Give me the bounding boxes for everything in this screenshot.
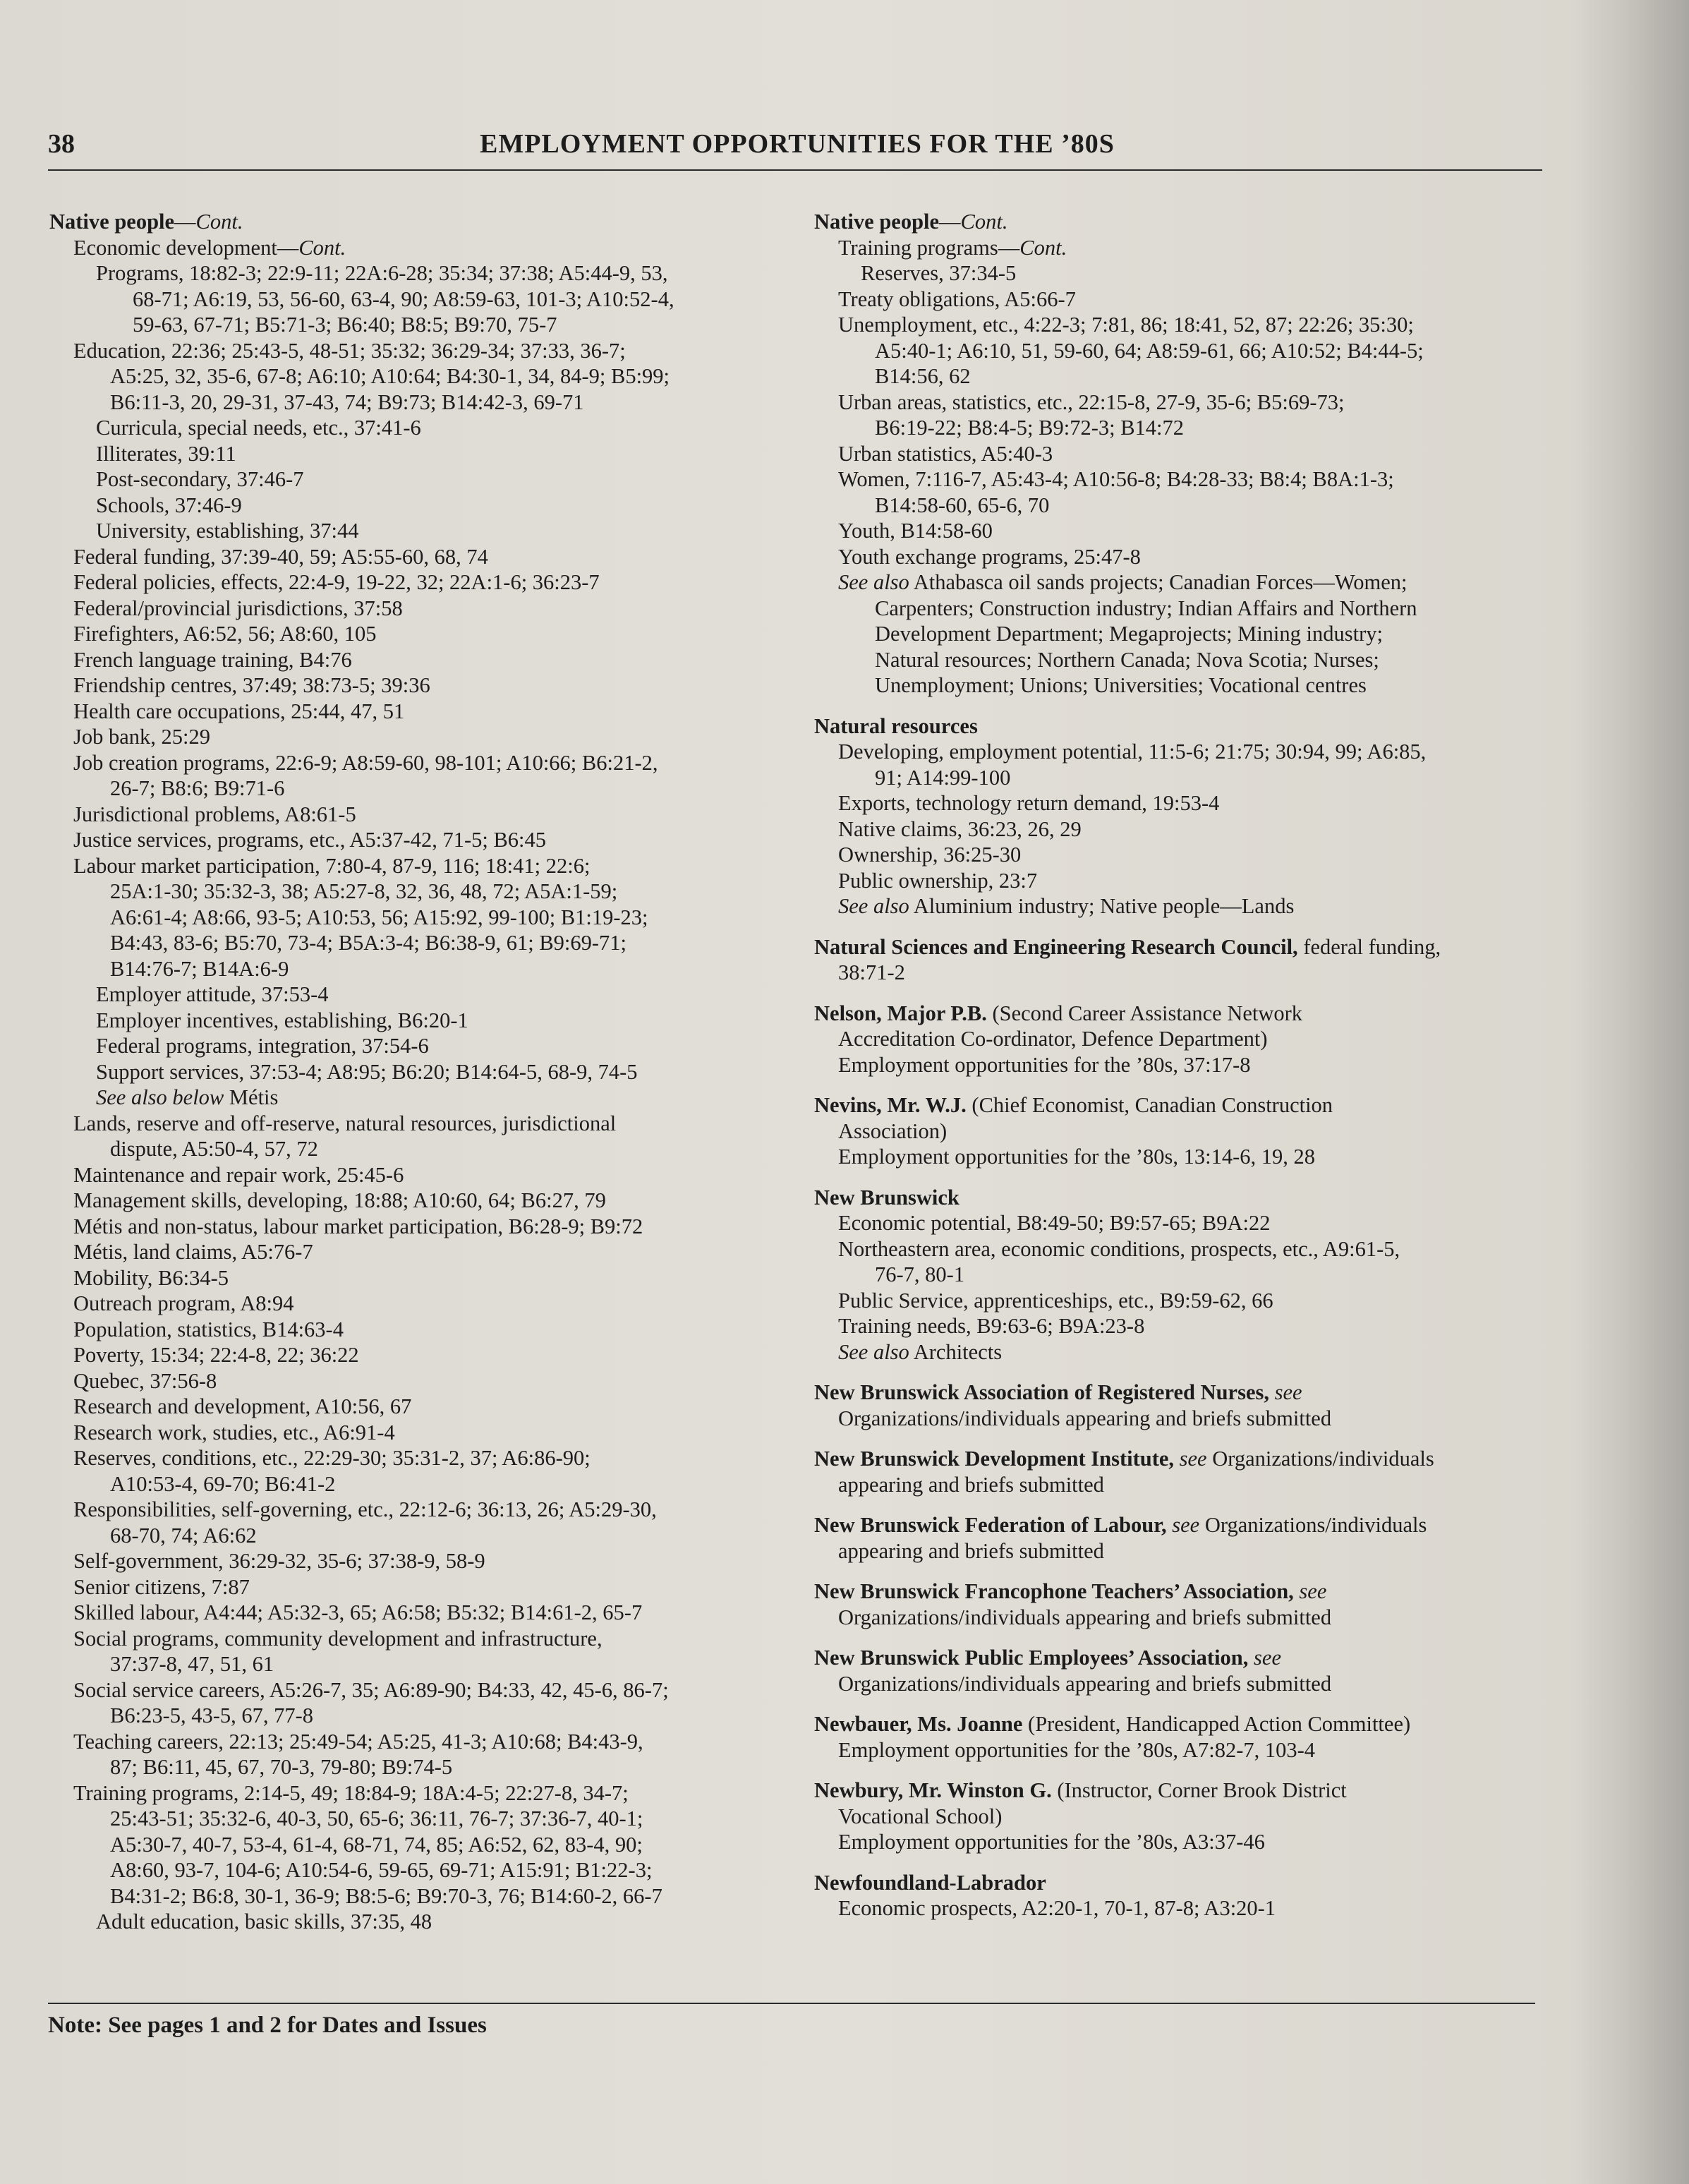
index-text: B6:23-5, 43-5, 67, 77-8 [110, 1703, 314, 1727]
index-text: Research work, studies, etc., A6:91-4 [73, 1420, 395, 1444]
index-line [49, 1291, 797, 1317]
index-cue: see [1254, 1646, 1281, 1670]
index-line [49, 235, 797, 261]
index-text: Social programs, community development and infrastructure, [73, 1626, 603, 1651]
index-heading [814, 1092, 1548, 1118]
index-text: Treaty obligations, A5:66-7 [838, 286, 1076, 311]
index-term: Natural Sciences and Engineering Research Council, [814, 934, 1298, 959]
index-text: Carpenters; Construction industry; Indian Affairs and Northern [875, 596, 1417, 620]
index-entry [814, 1380, 1548, 1431]
index-line [49, 1754, 797, 1780]
index-text: Adult education, basic skills, 37:35, 48 [96, 1910, 432, 1933]
index-entry [814, 1001, 1548, 1078]
index-text: Training programs, 2:14-5, 49; 18:84-9; 18A:4-5; 22:27-8, 34-7; [73, 1780, 629, 1805]
index-heading [814, 1778, 1548, 1804]
index-line [49, 441, 797, 467]
index-text: Métis and non-status, labour market participation, B6:28-9; B9:72 [73, 1214, 643, 1238]
index-text: (Instructor, Corner Brook District [1051, 1778, 1347, 1802]
index-line [814, 1406, 1548, 1432]
index-line [49, 1033, 797, 1059]
index-line [49, 1626, 797, 1652]
index-text: Employment opportunities for the ’80s, 13:14-6, 19, 28 [838, 1145, 1316, 1169]
index-line [49, 1008, 797, 1034]
index-text: Research and development, A10:56, 67 [73, 1394, 412, 1418]
index-text: 59-63, 67-71; B5:71-3; B6:40; B8:5; B9:70, 75-7 [133, 313, 557, 337]
index-line [814, 596, 1548, 622]
index-heading [814, 1446, 1548, 1472]
index-text: appearing and briefs submitted [838, 1472, 1104, 1497]
index-line [49, 1420, 797, 1446]
index-text: A5:25, 32, 35-6, 67-8; A6:10; A10:64; B4:30-1, 34, 84-9; B5:99; [110, 364, 670, 388]
index-term: New Brunswick Federation of Labour, [814, 1513, 1167, 1537]
index-text: Association) [838, 1118, 948, 1143]
index-text: (Second Career Assistance Network [986, 1001, 1303, 1025]
index-line [49, 905, 797, 931]
index-line [49, 750, 797, 776]
index-line [49, 879, 797, 905]
index-text: Poverty, 15:34; 22:4-8, 22; 36:22 [73, 1343, 359, 1367]
index-line [814, 1026, 1548, 1052]
index-line [49, 1548, 797, 1574]
index-text: French language training, B4:76 [73, 647, 352, 672]
index-text: 38:71-2 [838, 960, 905, 984]
index-text [1248, 1646, 1254, 1670]
index-entry [814, 1512, 1548, 1564]
index-line [49, 1600, 797, 1626]
index-term: New Brunswick Development Institute, [814, 1447, 1175, 1471]
index-text: federal funding, [1297, 934, 1441, 959]
index-line [49, 1703, 797, 1729]
index-line [49, 621, 797, 647]
index-line [49, 260, 797, 286]
index-text: Exports, technology return demand, 19:53-4 [838, 791, 1220, 815]
index-text: Quebec, 37:56-8 [73, 1368, 217, 1393]
index-line [49, 1832, 797, 1858]
index-text: Northeastern area, economic conditions, prospects, etc., A9:61-5, [838, 1236, 1400, 1261]
index-text: B4:43, 83-6; B5:70, 73-4; B5A:3-4; B6:38-9, 61; B9:69-71; [110, 931, 627, 955]
index-line [814, 544, 1548, 570]
index-line [814, 1605, 1548, 1631]
index-text: Teaching careers, 22:13; 25:49-54; A5:25, 41-3; A10:68; B4:43-9, [73, 1729, 643, 1754]
index-text: Programs, 18:82-3; 22:9-11; 22A:6-28; 35:34; 37:38; A5:44-9, 53, [96, 261, 668, 285]
index-line [49, 1574, 797, 1600]
index-line [814, 790, 1548, 816]
index-text: Reserves, 37:34-5 [861, 261, 1017, 285]
index-text: Employment opportunities for the ’80s, 37:17-8 [838, 1052, 1251, 1077]
index-text: Developing, employment potential, 11:5-6; 21:75; 30:94, 99; A6:85, [838, 740, 1427, 764]
index-line [49, 363, 797, 390]
index-line [814, 1737, 1548, 1763]
index-line [49, 338, 797, 364]
index-line [49, 1368, 797, 1394]
index-line [49, 286, 797, 313]
index-line [814, 441, 1548, 467]
index-text: Schools, 37:46-9 [96, 493, 242, 517]
index-text: Urban statistics, A5:40-3 [838, 441, 1053, 466]
index-text: Architects [909, 1339, 1003, 1364]
index-text: Unemployment, etc., 4:22-3; 7:81, 86; 18:41, 52, 87; 22:26; 35:30; [838, 313, 1414, 337]
index-heading [814, 1001, 1548, 1027]
index-entry [814, 1778, 1548, 1855]
index-term: Nelson, Major P.B. [814, 1001, 987, 1025]
index-column-right [814, 209, 1548, 1921]
index-line [814, 1804, 1548, 1830]
index-heading [814, 209, 1548, 235]
index-line [814, 765, 1548, 791]
index-line [49, 1857, 797, 1883]
index-line [814, 1339, 1548, 1365]
index-line [49, 1317, 797, 1343]
index-cue: see [1172, 1513, 1200, 1537]
index-term: Newbury, Mr. Winston G. [814, 1778, 1052, 1802]
index-cue: See also [838, 570, 909, 594]
index-line [49, 1239, 797, 1265]
index-line [49, 415, 797, 441]
index-line [814, 569, 1548, 596]
index-line [49, 1729, 797, 1755]
index-line [814, 1313, 1548, 1339]
index-line [814, 1144, 1548, 1170]
index-heading [49, 209, 797, 235]
index-text: Aluminium industry; Native people—Lands [909, 894, 1295, 918]
footnote: Note: See pages 1 and 2 for Dates and Issues [48, 2013, 487, 2038]
index-text: Women, 7:116-7, A5:43-4; A10:56-8; B4:28-33; B8:4; B8A:1-3; [838, 467, 1394, 491]
index-text: Unemployment; Unions; Universities; Vocational centres [875, 673, 1367, 697]
index-text: Post-secondary, 37:46-7 [96, 467, 304, 491]
index-text: Education, 22:36; 25:43-5, 48-51; 35:32; 36:29-34; 37:33, 36-7; [73, 338, 626, 363]
index-line [49, 1214, 797, 1240]
index-line [49, 956, 797, 982]
index-term: Natural resources [814, 713, 978, 738]
index-cue: see [1274, 1380, 1302, 1404]
index-text: appearing and briefs submitted [838, 1538, 1104, 1563]
page-number: 38 [48, 129, 75, 159]
index-text: Training programs— [838, 235, 1020, 260]
index-text: Job creation programs, 22:6-9; A8:59-60, 98-101; A10:66; B6:21-2, [73, 750, 658, 775]
index-line [814, 260, 1548, 286]
index-entry [814, 1645, 1548, 1696]
index-term: Newbauer, Ms. Joanne [814, 1712, 1023, 1736]
index-heading [814, 713, 1548, 740]
index-text: Native claims, 36:23, 26, 29 [838, 816, 1082, 841]
index-heading [814, 1711, 1548, 1737]
index-line [814, 816, 1548, 843]
index-text: Urban areas, statistics, etc., 22:15-8, 27-9, 35-6; B5:69-73; [838, 390, 1345, 414]
index-line [49, 724, 797, 750]
index-text: Organizations/individuals [1206, 1447, 1434, 1471]
index-text: dispute, A5:50-4, 57, 72 [110, 1137, 318, 1161]
index-column-left [49, 209, 797, 1935]
index-cue: Cont. [1019, 235, 1067, 260]
index-text: B6:11-3, 20, 29-31, 37-43, 74; B9:73; B14:42-3, 69-71 [110, 390, 584, 414]
index-heading [814, 1579, 1548, 1605]
index-line [814, 1052, 1548, 1078]
index-text [1269, 1380, 1275, 1404]
index-line [49, 853, 797, 879]
index-term: Newfoundland-Labrador [814, 1870, 1046, 1895]
index-line [49, 1188, 797, 1214]
index-line [49, 1471, 797, 1497]
index-text: Responsibilities, self-governing, etc., 22:12-6; 36:13, 26; A5:29-30, [73, 1497, 657, 1521]
index-line [49, 699, 797, 725]
index-heading [814, 1870, 1548, 1896]
index-entry [814, 1579, 1548, 1630]
index-line [49, 1806, 797, 1832]
index-text: A6:61-4; A8:66, 93-5; A10:53, 56; A15:92, 99-100; B1:19-23; [110, 905, 648, 929]
index-entry [814, 1870, 1548, 1921]
index-text: Organizations/individuals appearing and briefs submitted [838, 1406, 1332, 1430]
index-text: Youth, B14:58-60 [838, 519, 993, 543]
index-text: Vocational School) [838, 1804, 1003, 1828]
index-text: Employment opportunities for the ’80s, A3:37-46 [838, 1830, 1265, 1854]
index-heading [814, 1185, 1548, 1211]
index-text: Senior citizens, 7:87 [73, 1574, 250, 1599]
index-line [49, 1523, 797, 1549]
index-text: B14:56, 62 [875, 364, 971, 388]
index-line [49, 1059, 797, 1085]
index-entry [814, 1185, 1548, 1365]
index-line [49, 1909, 797, 1935]
index-text: University, establishing, 37:44 [96, 519, 359, 543]
index-line [814, 647, 1548, 673]
index-text: 68-70, 74; A6:62 [110, 1523, 257, 1547]
index-text: Friendship centres, 37:49; 38:73-5; 39:36 [73, 673, 430, 697]
index-line [814, 286, 1548, 313]
index-line [814, 338, 1548, 364]
index-text: B14:76-7; B14A:6-9 [110, 956, 289, 981]
index-text: Federal/provincial jurisdictions, 37:58 [73, 596, 403, 620]
index-heading [814, 1380, 1548, 1406]
index-text: Outreach program, A8:94 [73, 1291, 294, 1315]
index-line [49, 1136, 797, 1162]
index-text: Public Service, apprenticeships, etc., B9:59-62, 66 [838, 1288, 1273, 1313]
index-cue: see [1179, 1447, 1207, 1471]
index-text: B4:31-2; B6:8, 30-1, 36-9; B8:5-6; B9:70-3, 76; B14:60-2, 66-7 [110, 1883, 662, 1908]
index-text: Economic development— [73, 235, 299, 260]
index-line [49, 1085, 797, 1111]
index-text: Federal funding, 37:39-40, 59; A5:55-60, 68, 74 [73, 544, 488, 569]
index-text: Development Department; Megaprojects; Mining industry; [875, 622, 1383, 646]
index-text: Population, statistics, B14:63-4 [73, 1317, 344, 1341]
index-line [814, 1236, 1548, 1262]
index-text: Self-government, 36:29-32, 35-6; 37:38-9, 58-9 [73, 1549, 485, 1573]
index-line [49, 1162, 797, 1188]
index-entry [49, 209, 797, 1935]
index-text: Organizations/individuals appearing and briefs submitted [838, 1605, 1332, 1629]
index-line [49, 776, 797, 802]
index-line [49, 1651, 797, 1677]
index-line [49, 312, 797, 338]
index-text: 76-7, 80-1 [875, 1262, 965, 1286]
index-text: Federal policies, effects, 22:4-9, 19-22, 32; 22A:1-6; 36:23-7 [73, 570, 600, 594]
index-text: B14:58-60, 65-6, 70 [875, 493, 1050, 517]
index-line [49, 518, 797, 544]
index-text: Organizations/individuals [1199, 1513, 1427, 1537]
index-line [814, 1895, 1548, 1921]
index-line [814, 235, 1548, 261]
index-cue: See also [838, 894, 909, 918]
index-text: Illiterates, 39:11 [96, 441, 236, 466]
index-line [49, 1497, 797, 1523]
index-line [814, 363, 1548, 390]
index-entry [814, 1446, 1548, 1497]
index-text: Federal programs, integration, 37:54-6 [96, 1034, 429, 1058]
index-line [814, 518, 1548, 544]
index-line [49, 802, 797, 828]
index-line [814, 312, 1548, 338]
index-text: Métis, land claims, A5:76-7 [73, 1240, 313, 1264]
index-line [814, 842, 1548, 868]
index-line [49, 1111, 797, 1137]
index-line [814, 493, 1548, 519]
index-line [814, 1210, 1548, 1236]
index-text: Ownership, 36:25-30 [838, 843, 1022, 867]
index-line [814, 1472, 1548, 1498]
index-line [49, 1677, 797, 1703]
index-text: A10:53-4, 69-70; B6:41-2 [110, 1471, 336, 1496]
index-text: Mobility, B6:34-5 [73, 1265, 229, 1290]
index-term: Native people [49, 210, 175, 234]
index-text: Jurisdictional problems, A8:61-5 [73, 802, 356, 826]
index-cue: See also [838, 1339, 909, 1364]
index-text: 91; A14:99-100 [875, 765, 1011, 790]
index-entry [814, 1092, 1548, 1170]
index-cue: Cont. [960, 210, 1008, 234]
index-term: Native people [814, 210, 940, 234]
index-term: Nevins, Mr. W.J. [814, 1093, 967, 1117]
index-line [814, 739, 1548, 765]
index-text: B6:19-22; B8:4-5; B9:72-3; B14:72 [875, 416, 1185, 440]
index-text: Justice services, programs, etc., A5:37-42, 71-5; B6:45 [73, 828, 547, 852]
index-text: Métis [224, 1085, 279, 1109]
index-text: Employer attitude, 37:53-4 [96, 982, 329, 1006]
index-line [814, 893, 1548, 919]
footer-rule [48, 2003, 1535, 2004]
index-text: Organizations/individuals appearing and briefs submitted [838, 1671, 1332, 1696]
index-cue: See also below [96, 1085, 224, 1109]
index-text: 68-71; A6:19, 53, 56-60, 63-4, 90; A8:59-63, 101-3; A10:52-4, [133, 286, 674, 311]
index-heading [814, 934, 1548, 960]
index-line [49, 1265, 797, 1291]
index-line [814, 621, 1548, 647]
index-line [49, 544, 797, 570]
index-text: Support services, 37:53-4; A8:95; B6:20; B14:64-5, 68-9, 74-5 [96, 1059, 638, 1084]
index-entry [814, 209, 1548, 699]
index-line [814, 466, 1548, 493]
index-cue: see [1299, 1579, 1327, 1603]
index-text: 87; B6:11, 45, 67, 70-3, 79-80; B9:74-5 [110, 1755, 453, 1779]
index-line [814, 1538, 1548, 1564]
index-line [49, 982, 797, 1008]
index-line [49, 1445, 797, 1471]
index-text: Health care occupations, 25:44, 47, 51 [73, 699, 405, 723]
index-text: Curricula, special needs, etc., 37:41-6 [96, 416, 421, 440]
index-line [49, 569, 797, 596]
index-entry [814, 1711, 1548, 1763]
index-term: New Brunswick Francophone Teachers’ Association, [814, 1579, 1294, 1603]
index-heading [814, 1512, 1548, 1538]
index-text: Lands, reserve and off-reserve, natural resources, jurisdictional [73, 1111, 617, 1135]
index-text: Youth exchange programs, 25:47-8 [838, 544, 1141, 569]
index-entry [814, 934, 1548, 986]
index-line [814, 1118, 1548, 1145]
index-line [814, 415, 1548, 441]
index-text: Athabasca oil sands projects; Canadian Forces—Women; [909, 570, 1408, 594]
index-text [1174, 1447, 1180, 1471]
index-heading [814, 1645, 1548, 1671]
index-entry [814, 713, 1548, 919]
index-line [49, 390, 797, 416]
index-text: A5:40-1; A6:10, 51, 59-60, 64; A8:59-61, 66; A10:52; B4:44-5; [875, 338, 1424, 363]
index-text: Reserves, conditions, etc., 22:29-30; 35:31-2, 37; A6:86-90; [73, 1446, 591, 1470]
index-line [814, 1288, 1548, 1314]
index-line [49, 1394, 797, 1420]
header-rule [48, 169, 1542, 171]
index-line [49, 1883, 797, 1910]
index-term: New Brunswick [814, 1185, 959, 1209]
index-text: Social service careers, A5:26-7, 35; A6:89-90; B4:33, 42, 45-6, 86-7; [73, 1677, 669, 1702]
index-line [814, 1671, 1548, 1697]
index-text: Skilled labour, A4:44; A5:32-3, 65; A6:58; B5:32; B14:61-2, 65-7 [73, 1600, 643, 1624]
index-text: Natural resources; Northern Canada; Nova Scotia; Nurses; [875, 647, 1379, 672]
index-line [49, 1780, 797, 1806]
index-term: New Brunswick Public Employees’ Association, [814, 1646, 1249, 1670]
index-text: 37:37-8, 47, 51, 61 [110, 1652, 274, 1676]
index-line [49, 493, 797, 519]
index-line [49, 930, 797, 956]
index-line [49, 827, 797, 853]
index-line [814, 868, 1548, 894]
index-line [49, 672, 797, 699]
index-text: Economic prospects, A2:20-1, 70-1, 87-8; A3:20-1 [838, 1896, 1276, 1920]
index-text: A8:60, 93-7, 104-6; A10:54-6, 59-65, 69-71; A15:91; B1:22-3; [110, 1858, 653, 1882]
index-text: Accreditation Co-ordinator, Defence Department) [838, 1027, 1268, 1051]
index-text: Training needs, B9:63-6; B9A:23-8 [838, 1314, 1145, 1338]
index-text: Economic potential, B8:49-50; B9:57-65; B9A:22 [838, 1211, 1271, 1235]
index-text: Public ownership, 23:7 [838, 868, 1038, 893]
index-line [814, 960, 1548, 986]
index-text: Maintenance and repair work, 25:45-6 [73, 1162, 404, 1187]
index-text: Labour market participation, 7:80-4, 87-9, 116; 18:41; 22:6; [73, 853, 591, 878]
index-line [49, 1342, 797, 1368]
index-text: 26-7; B8:6; B9:71-6 [110, 776, 285, 800]
index-text: — [174, 210, 196, 234]
index-text: Employer incentives, establishing, B6:20-1 [96, 1008, 468, 1032]
index-line [814, 1829, 1548, 1855]
index-text: A5:30-7, 40-7, 53-4, 61-4, 68-71, 74, 85; A6:52, 62, 83-4, 90; [110, 1832, 643, 1857]
index-text: 25A:1-30; 35:32-3, 38; A5:27-8, 32, 36, 48, 72; A5A:1-59; [110, 879, 618, 903]
index-text: Management skills, developing, 18:88; A10:60, 64; B6:27, 79 [73, 1188, 606, 1212]
index-line [814, 1262, 1548, 1288]
index-cue: Cont. [195, 210, 243, 234]
index-text: Employment opportunities for the ’80s, A7:82-7, 103-4 [838, 1737, 1316, 1762]
index-line [814, 672, 1548, 699]
index-line [49, 466, 797, 493]
index-term: New Brunswick Association of Registered Nurses, [814, 1380, 1269, 1404]
running-head: EMPLOYMENT OPPORTUNITIES FOR THE ’80S [480, 129, 1115, 159]
index-line [49, 596, 797, 622]
index-line [49, 647, 797, 673]
index-text: Job bank, 25:29 [73, 725, 211, 749]
index-text: Firefighters, A6:52, 56; A8:60, 105 [73, 622, 377, 646]
index-text: (President, Handicapped Action Committee) [1022, 1712, 1411, 1736]
index-line [814, 390, 1548, 416]
index-text: (Chief Economist, Canadian Construction [966, 1093, 1333, 1117]
index-text: — [939, 210, 961, 234]
index-cue: Cont. [298, 235, 346, 260]
index-text: 25:43-51; 35:32-6, 40-3, 50, 65-6; 36:11, 76-7; 37:36-7, 40-1; [110, 1806, 643, 1830]
